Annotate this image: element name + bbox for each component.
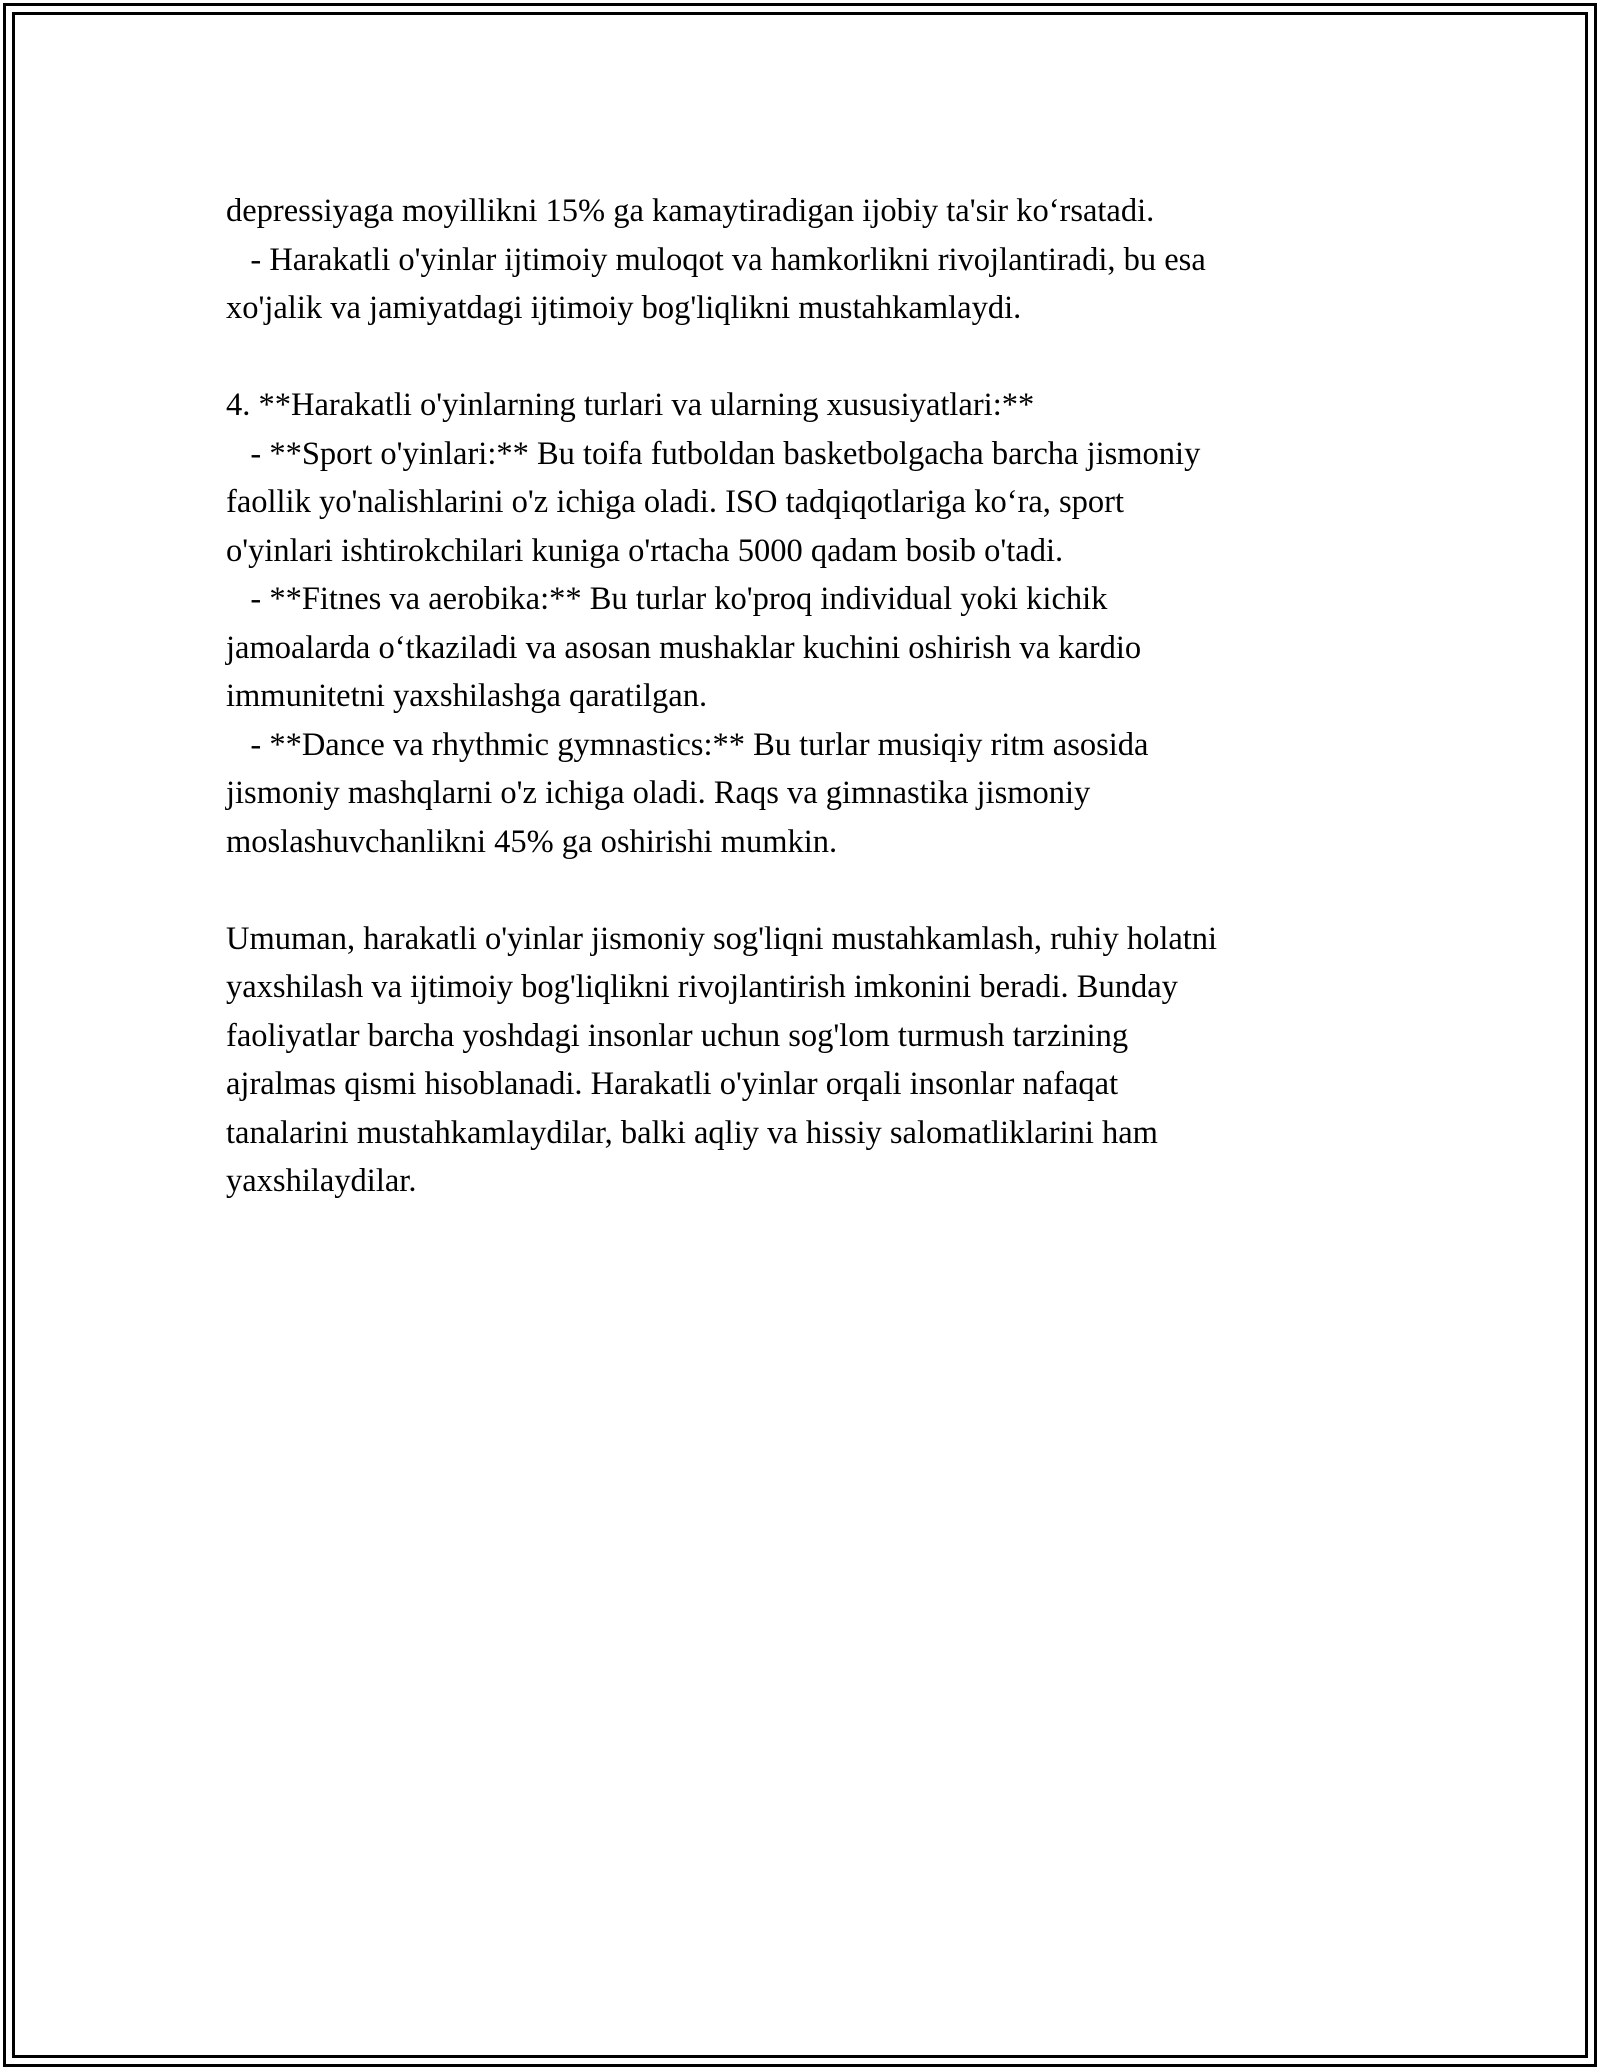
text-line: faoliyatlar barcha yoshdagi insonlar uchun sog'lom turmush tarzining — [226, 1017, 1129, 1054]
text-line: jamoalarda o‘tkaziladi va asosan mushaklar kuchini oshirish va kardio — [226, 629, 1142, 666]
text-line: Umuman, harakatli o'yinlar jismoniy sog'liqni mustahkamlash, ruhiy holatni — [226, 920, 1218, 957]
paragraph-gap — [226, 866, 1386, 915]
text-line: - **Fitnes va aerobika:** Bu turlar ko'proq individual yoki kichik — [226, 581, 1108, 617]
text-line: faollik yo'nalishlarini o'z ichiga oladi. ISO tadqiqotlariga ko‘ra, sport — [226, 484, 1125, 520]
text-line: immunitetni yaxshilashga qaratilgan. — [226, 678, 708, 714]
paragraph-gap — [226, 333, 1386, 382]
text-line: xo'jalik va jamiyatdagi ijtimoiy bog'liqlikni mustahkamlaydi. — [226, 290, 1022, 326]
text-line: ajralmas qismi hisoblanadi. Harakatli o'yinlar orqali insonlar nafaqat — [226, 1066, 1119, 1102]
text-line: moslashuvchanlikni 45% ga oshirishi mumkin. — [226, 823, 838, 860]
text-line: - **Sport o'yinlari:** Bu toifa futboldan basketbolgacha barcha jismoniy — [226, 435, 1201, 472]
text-line: o'yinlari ishtirokchilari kuniga o'rtacha 5000 qadam bosib o'tadi. — [226, 532, 1064, 569]
text-line: jismoniy mashqlarni o'z ichiga oladi. Raqs va gimnastika jismoniy — [226, 775, 1091, 811]
document-body — [226, 187, 1386, 1206]
text-line: tanalarini mustahkamlaydilar, balki aqliy va hissiy salomatliklarini ham — [226, 1114, 1158, 1151]
text-line: - **Dance va rhythmic gymnastics:** Bu turlar musiqiy ritm asosida — [226, 726, 1149, 763]
text-line: yaxshilaydilar. — [226, 1163, 417, 1199]
text-line: yaxshilash va ijtimoiy bog'liqlikni rivojlantirish imkonini beradi. Bunday — [226, 969, 1178, 1005]
text-line: depressiyaga moyillikni 15% ga kamaytiradigan ijobiy ta'sir ko‘rsatadi. — [226, 193, 1155, 229]
section-heading: 4. **Harakatli o'yinlarning turlari va ularning xususiyatlari:** — [226, 387, 1035, 423]
text-line: - Harakatli o'yinlar ijtimoiy muloqot va hamkorlikni rivojlantiradi, bu esa — [226, 241, 1206, 278]
